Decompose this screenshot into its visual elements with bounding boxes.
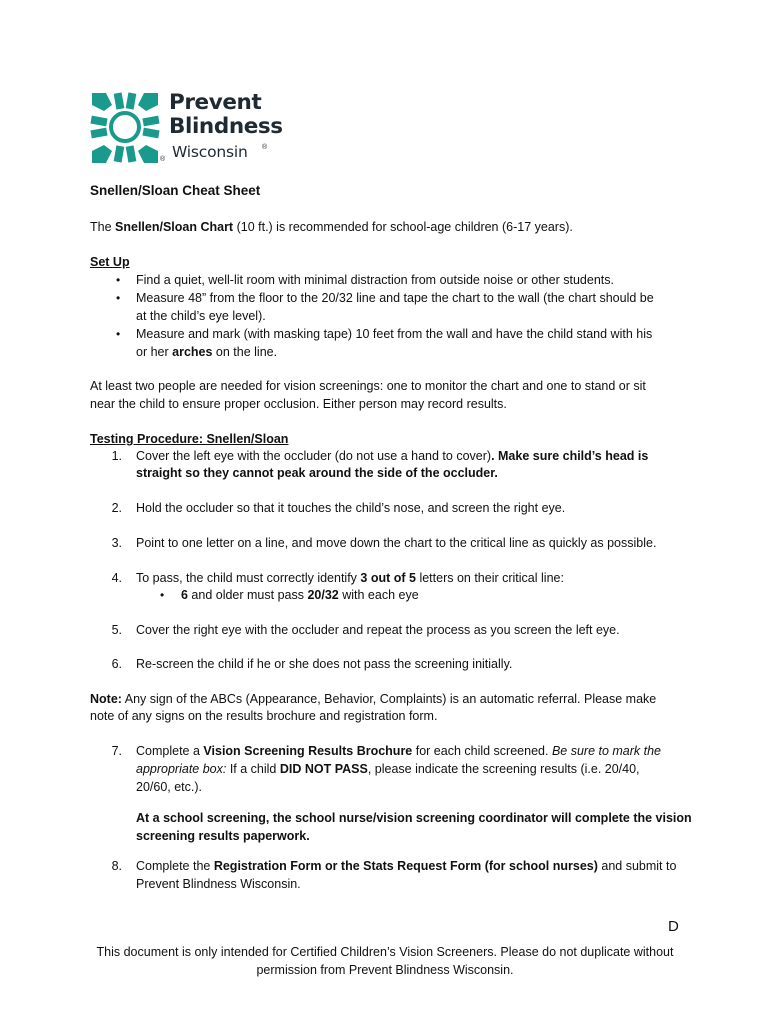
b3-post: on the line.: [212, 345, 278, 359]
s4-post: letters on their critical line:: [415, 571, 564, 585]
step-number: 8.: [111, 859, 122, 873]
s7-mid: for each child screened.: [412, 744, 552, 758]
logo-registered-mark-2: ®: [262, 144, 268, 151]
intro-paragraph: [90, 218, 573, 236]
note-line1: [90, 690, 656, 708]
people-line1: At least two people are needed for vision screenings: one to monitor the chart and one to stand or sit: [90, 379, 646, 393]
step-2: Hold the occluder so that it touches the child’s nose, and screen the right eye.: [136, 501, 566, 515]
s4-pre: To pass, the child must correctly identify: [136, 571, 361, 585]
s4-sub-post: with each eye: [338, 588, 419, 602]
s4-sub-bold1: 6: [181, 588, 188, 602]
step-number: 2.: [111, 501, 122, 515]
bullet-icon: •: [116, 273, 121, 287]
s4-sub-mid: and older must pass: [187, 588, 308, 602]
prevent-blindness-logo: [90, 91, 290, 165]
s7-ital: Be sure to mark the: [551, 744, 662, 758]
step-number: 4.: [111, 571, 122, 585]
intro-bold: Snellen/Sloan Chart: [115, 220, 234, 234]
b3-bold: arches: [172, 345, 213, 359]
step-8-line2: Prevent Blindness Wisconsin.: [136, 877, 301, 891]
bullet-icon: •: [116, 291, 121, 305]
b3-pre: or her: [136, 345, 173, 359]
step-3: Point to one letter on a line, and move down the chart to the critical line as quickly as possible.: [136, 536, 657, 550]
step-5: Cover the right eye with the occluder and repeat the process as you screen the left eye.: [136, 623, 620, 637]
step-number: 7.: [111, 744, 122, 758]
setup-heading: Set Up: [90, 255, 130, 269]
page-title: Snellen/Sloan Cheat Sheet: [90, 183, 261, 198]
procedure-heading: Testing Procedure: Snellen/Sloan: [90, 432, 289, 446]
s7-pre: Complete a: [136, 744, 204, 758]
setup-bullet-2-line1: Measure 48” from the floor to the 20/32 line and tape the chart to the wall (the chart should be: [136, 291, 654, 305]
step-7-line3: 20/60, etc.).: [136, 780, 203, 794]
intro-post: (10 ft.) is recommended for school-age children (6-17 years).: [233, 220, 573, 234]
s7-l2-post: , please indicate the screening results (i.e. 20/40,: [367, 762, 640, 776]
logo-text-prevent: Prevent: [169, 90, 262, 115]
setup-bullet-2-line2: at the child’s eye level).: [136, 309, 266, 323]
setup-bullet-1: Find a quiet, well-lit room with minimal distraction from outside noise or other students.: [136, 273, 614, 287]
step-1-line2: straight so they cannot peak around the side of the occluder.: [136, 466, 498, 480]
footer-line2: permission from Prevent Blindness Wisconsin.: [256, 963, 514, 977]
s7-bold: Vision Screening Results Brochure: [203, 744, 413, 758]
school-note-line1: At a school screening, the school nurse/vision screening coordinator will complete the vision: [136, 811, 692, 825]
step-number: 3.: [111, 536, 122, 550]
step-4: [136, 569, 564, 587]
s7-l2-ital: appropriate box:: [136, 762, 227, 776]
bullet-icon: •: [160, 588, 165, 602]
school-note-line2: screening results paperwork.: [136, 829, 310, 843]
step-6: Re-screen the child if he or she does not pass the screening initially.: [136, 657, 513, 671]
note-line2: note of any signs on the results brochure and registration form.: [90, 709, 438, 723]
intro-pre: The: [90, 220, 116, 234]
s1-bold: . Make sure child’s head is: [491, 449, 649, 463]
page-letter: D: [668, 918, 679, 935]
s4-sub-bold2: 20/32: [307, 588, 339, 602]
s7-l2-mid: If a child: [226, 762, 280, 776]
step-8-line1: [136, 857, 676, 875]
s8-bold: Registration Form or the Stats Request Form (for school nurses): [213, 859, 598, 873]
step-number: 5.: [111, 623, 122, 637]
note-text: Any sign of the ABCs (Appearance, Behavior, Complaints) is an automatic referral. Please make: [121, 692, 657, 706]
s8-post: and submit to: [597, 859, 677, 873]
step-number: 1.: [111, 449, 122, 463]
bullet-icon: •: [116, 327, 121, 341]
logo-text-blindness: Blindness: [169, 114, 283, 139]
step-number: 6.: [111, 657, 122, 671]
s7-l2-bold: DID NOT PASS: [279, 762, 368, 776]
step-1-line1: [136, 447, 648, 465]
step-4-sub-bullet: [181, 586, 419, 604]
people-line2: near the child to ensure proper occlusion. Either person may record results.: [90, 397, 507, 411]
footer-line1: This document is only intended for Certified Children’s Vision Screeners. Please do not duplicate without: [96, 945, 674, 959]
logo-mark-icon: [90, 91, 162, 165]
s1-pre: Cover the left eye with the occluder (do not use a hand to cover): [136, 449, 492, 463]
note-label: Note:: [90, 692, 122, 706]
logo-registered-mark: ®: [160, 156, 166, 163]
step-7-line1: [136, 742, 661, 760]
s8-pre: Complete the: [136, 859, 214, 873]
setup-bullet-3-line2: [136, 343, 277, 361]
setup-bullet-3-line1: Measure and mark (with masking tape) 10 feet from the wall and have the child stand with his: [136, 327, 653, 341]
logo-text-wisconsin: Wisconsin: [172, 143, 248, 161]
s4-bold: 3 out of 5: [360, 571, 416, 585]
step-7-line2: [136, 760, 640, 778]
